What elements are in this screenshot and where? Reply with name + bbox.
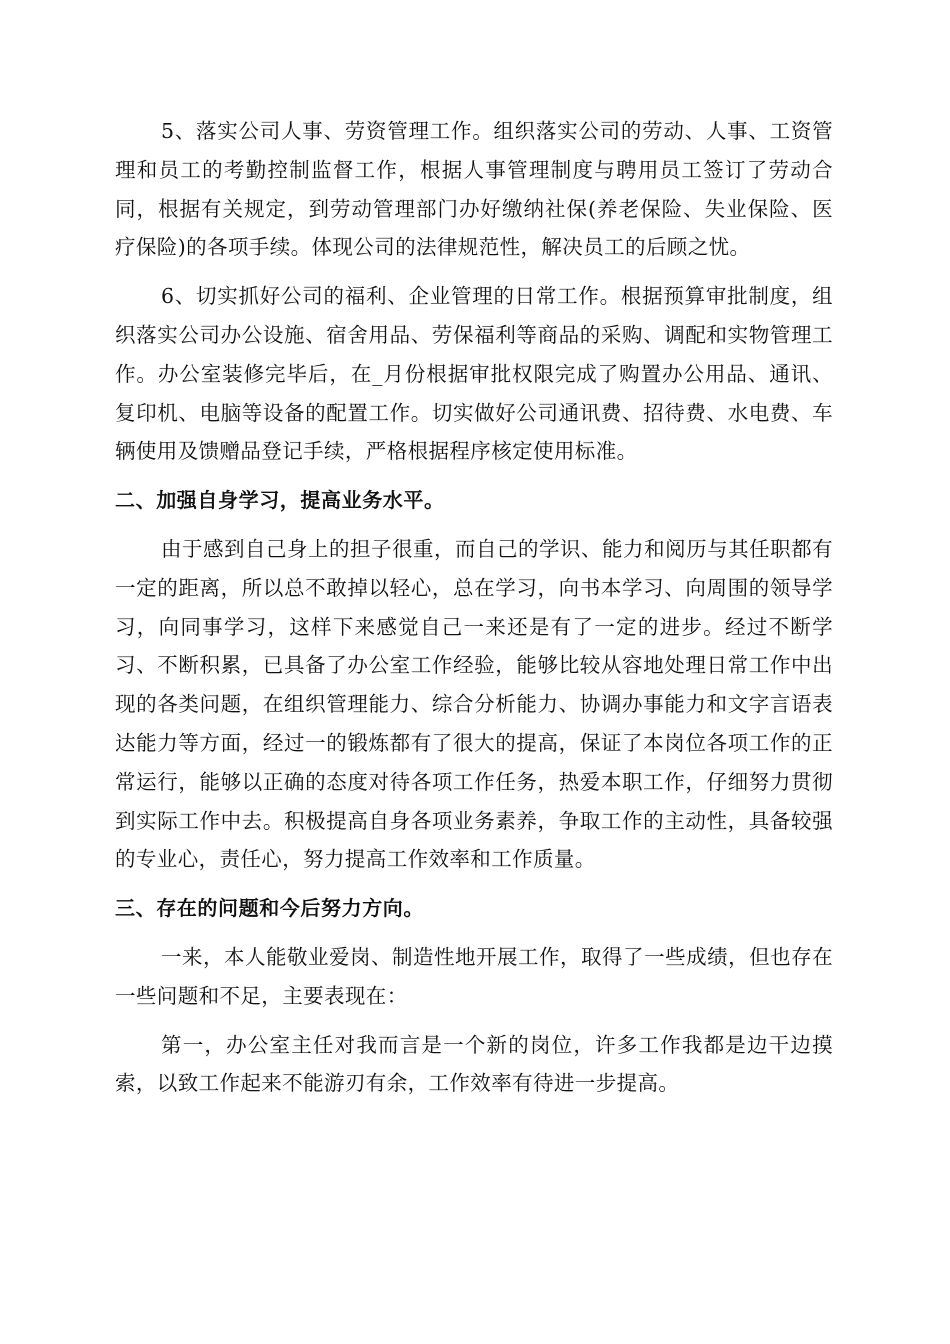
document-page [115, 112, 833, 1113]
paragraph-personnel-management: 5、落实公司人事、劳资管理工作。组织落实公司的劳动、人事、工资管理和员工的考勤控制监督工作，根据人事管理制度与聘用员工签订了劳动合同，根据有关规定，到劳动管理部门办好缴纳社保(养老保险、失业保险、医疗保险)的各项手续。体现公司的法律规范性，解决员工的后顾之忧。 [115, 119, 833, 260]
paragraph-self-study: 由于感到自己身上的担子很重，而自己的学识、能力和阅历与其任职都有一定的距离，所以总不敢掉以轻心，总在学习，向书本学习、向周围的领导学习，向同事学习，这样下来感觉自己一来还是有了一定的进步。经过不断学习、不断积累，已具备了办公室工作经验，能够比较从容地处理日常工作中出现的各类问题，在组织管理能力、综合分析能力、协调办事能力和文字言语表达能力等方面，经过一的锻炼都有了很大的提高，保证了本岗位各项工作的正常运行，能够以正确的态度对待各项工作任务，热爱本职工作，仔细努力贯彻到实际工作中去。积极提高自身各项业务素养，争取工作的主动性，具备较强的专业心，责任心，努力提高工作效率和工作质量。 [115, 536, 833, 872]
section-heading-problems: 三、存在的问题和今后努力方向。 [115, 896, 424, 921]
paragraph-welfare-management: 6、切实抓好公司的福利、企业管理的日常工作。根据预算审批制度，组织落实公司办公设施、宿舍用品、劳保福利等商品的采购、调配和实物管理工作。办公室装修完毕后，在_月份根据审批权限完成了购置办公用品、通讯、复印机、电脑等设备的配置工作。切实做好公司通讯费、招待费、水电费、车辆使用及馈赠品登记手续，严格根据程序核定使用标准。 [115, 284, 833, 464]
paragraph-problems-intro: 一来，本人能敬业爱岗、制造性地开展工作，取得了一些成绩，但也存在一些问题和不足，主要表现在： [115, 944, 833, 1008]
paragraph-problem-first: 第一，办公室主任对我而言是一个新的岗位，许多工作我都是边干边摸索，以致工作起来不能游刃有余，工作效率有待进一步提高。 [115, 1032, 833, 1096]
section-heading-self-study: 二、加强自身学习，提高业务水平。 [115, 488, 445, 513]
